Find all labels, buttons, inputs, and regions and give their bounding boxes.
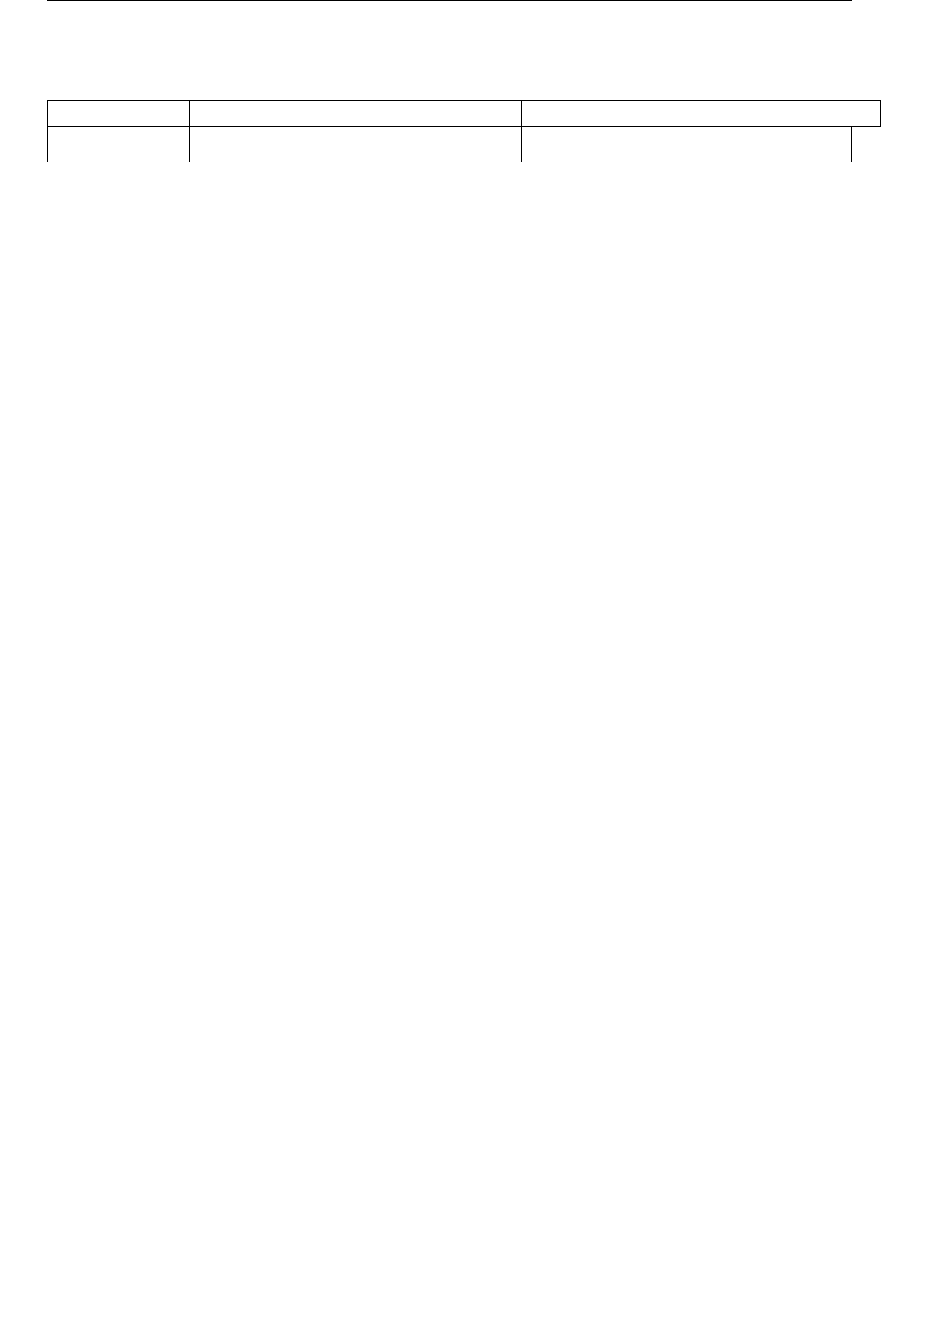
header-west [521, 126, 852, 162]
header-china [189, 126, 521, 162]
west-cell [521, 100, 881, 126]
china-cell [189, 100, 521, 126]
table-bottom-border [47, 0, 852, 1]
header-time [47, 126, 189, 162]
time-cell [47, 100, 189, 126]
